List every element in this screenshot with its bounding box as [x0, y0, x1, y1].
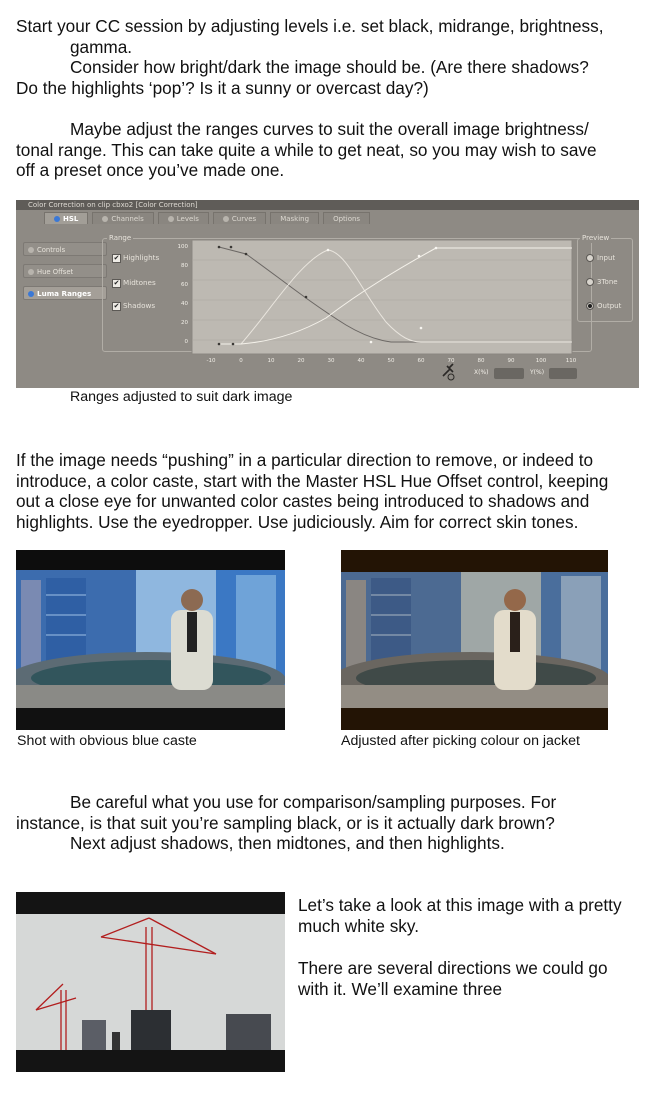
x-label: X(%)	[474, 369, 489, 376]
y-ticks	[178, 244, 189, 345]
text-line: instance, is that suit you’re sampling black, or is it actually dark brown?	[16, 812, 555, 833]
directions-paragraph	[298, 958, 648, 999]
check-icon: ✔	[113, 301, 120, 310]
brightness-paragraph	[16, 57, 646, 98]
tab-options[interactable]: Options	[323, 212, 370, 224]
check-icon: ✔	[113, 278, 120, 287]
color-caste-paragraph	[16, 450, 646, 532]
svg-text:90: 90	[507, 358, 515, 364]
text-line: Next adjust shadows, then midtones, and then highlights.	[70, 833, 505, 854]
text-line: Consider how bright/dark the image should be. (Are there shadows?	[70, 57, 589, 77]
scene-blue	[16, 550, 285, 730]
svg-text:100: 100	[177, 244, 188, 250]
svg-text:110: 110	[565, 358, 577, 364]
text-line: highlights. Use the eyedropper. Use judiciously. Aim for correct skin tones.	[16, 511, 579, 532]
text-line: gamma.	[70, 36, 133, 57]
text-line: Maybe adjust the ranges curves to suit the overall image brightness/	[70, 119, 589, 139]
luma-ranges-graph[interactable]	[16, 200, 639, 388]
check-icon: ✔	[113, 253, 120, 262]
text-line: off a preset once you’ve made one.	[16, 160, 285, 181]
scene-cranes	[16, 892, 285, 1072]
text-line: out a close eye for unwanted color castes being introduced to shadows and	[16, 491, 590, 512]
text-line: Do the highlights ‘pop’? Is it a sunny or overcast day?)	[16, 77, 429, 98]
eyedropper-icon[interactable]	[443, 364, 454, 380]
luma-ranges-button[interactable]: Luma Ranges	[23, 286, 107, 300]
preview-label: Preview	[582, 234, 610, 242]
shadows-checkbox[interactable]: ✔ Shadows	[113, 301, 156, 310]
ranges-paragraph	[16, 119, 646, 181]
svg-text:0: 0	[239, 358, 243, 364]
tab-masking[interactable]: Masking	[270, 212, 319, 224]
text-line: If the image needs “pushing” in a particular direction to remove, or indeed to	[16, 450, 594, 470]
y-label: Y(%)	[530, 369, 545, 376]
text-line: tonal range. This can take quite a while to get neat, so you may wish to save	[16, 139, 597, 160]
blue-caste-caption: Shot with obvious blue caste	[17, 733, 197, 749]
svg-text:50: 50	[387, 358, 395, 364]
tab-hsl[interactable]: HSL	[44, 212, 88, 224]
graph-background	[192, 240, 572, 354]
text-line: with it. We’ll examine three	[298, 978, 503, 999]
svg-text:100: 100	[535, 358, 547, 364]
preview-3tone-radio[interactable]: 3Tone	[586, 277, 618, 287]
svg-text:80: 80	[181, 263, 188, 269]
midtones-checkbox[interactable]: ✔ Midtones	[113, 278, 156, 287]
white-sky-paragraph	[298, 895, 648, 936]
sampling-paragraph	[16, 792, 646, 854]
adjusted-photo	[341, 550, 608, 730]
scene-adjusted	[341, 550, 608, 730]
svg-text:10: 10	[267, 358, 275, 364]
panel-title: Color Correction on clip cbxo2 [Color Correction]	[16, 200, 639, 210]
blue-caste-photo	[16, 550, 285, 730]
text-line: Be careful what you use for comparison/sampling purposes. For	[70, 792, 557, 812]
text-line: introduce, a color caste, start with the Master HSL Hue Offset control, keeping	[16, 470, 609, 491]
hue-offset-button[interactable]: Hue Offset	[23, 264, 107, 278]
intro-paragraph	[16, 16, 646, 57]
svg-text:-10: -10	[206, 358, 216, 364]
svg-text:60: 60	[417, 358, 425, 364]
svg-text:60: 60	[181, 282, 188, 288]
x-value-field[interactable]	[494, 368, 524, 379]
white-sky-photo	[16, 892, 285, 1072]
tab-channels[interactable]: Channels	[92, 212, 153, 224]
tab-levels[interactable]: Levels	[158, 212, 209, 224]
preview-output-radio[interactable]: Output	[586, 301, 621, 311]
text-line: Start your CC session by adjusting levels i.e. set black, midrange, brightness,	[16, 16, 604, 36]
color-correction-panel	[16, 200, 639, 388]
tab-curves[interactable]: Curves	[213, 212, 266, 224]
svg-text:0: 0	[184, 339, 188, 345]
ranges-caption: Ranges adjusted to suit dark image	[70, 389, 293, 405]
highlights-checkbox[interactable]: ✔ Highlights	[113, 253, 160, 262]
range-label: Range	[109, 234, 132, 242]
y-value-field[interactable]	[549, 368, 577, 379]
text-line: There are several directions we could go	[298, 958, 608, 978]
svg-text:20: 20	[297, 358, 305, 364]
x-ticks	[207, 358, 577, 364]
svg-text:80: 80	[477, 358, 485, 364]
preview-input-radio[interactable]: Input	[586, 253, 615, 263]
svg-text:40: 40	[181, 301, 188, 307]
controls-button[interactable]: Controls	[23, 242, 107, 256]
svg-text:20: 20	[181, 320, 188, 326]
svg-text:30: 30	[327, 358, 335, 364]
svg-text:40: 40	[357, 358, 365, 364]
text-line: Let’s take a look at this image with a pretty	[298, 895, 622, 915]
text-line: much white sky.	[298, 915, 419, 936]
adjusted-caption: Adjusted after picking colour on jacket	[341, 733, 580, 749]
svg-text:70: 70	[447, 358, 455, 364]
